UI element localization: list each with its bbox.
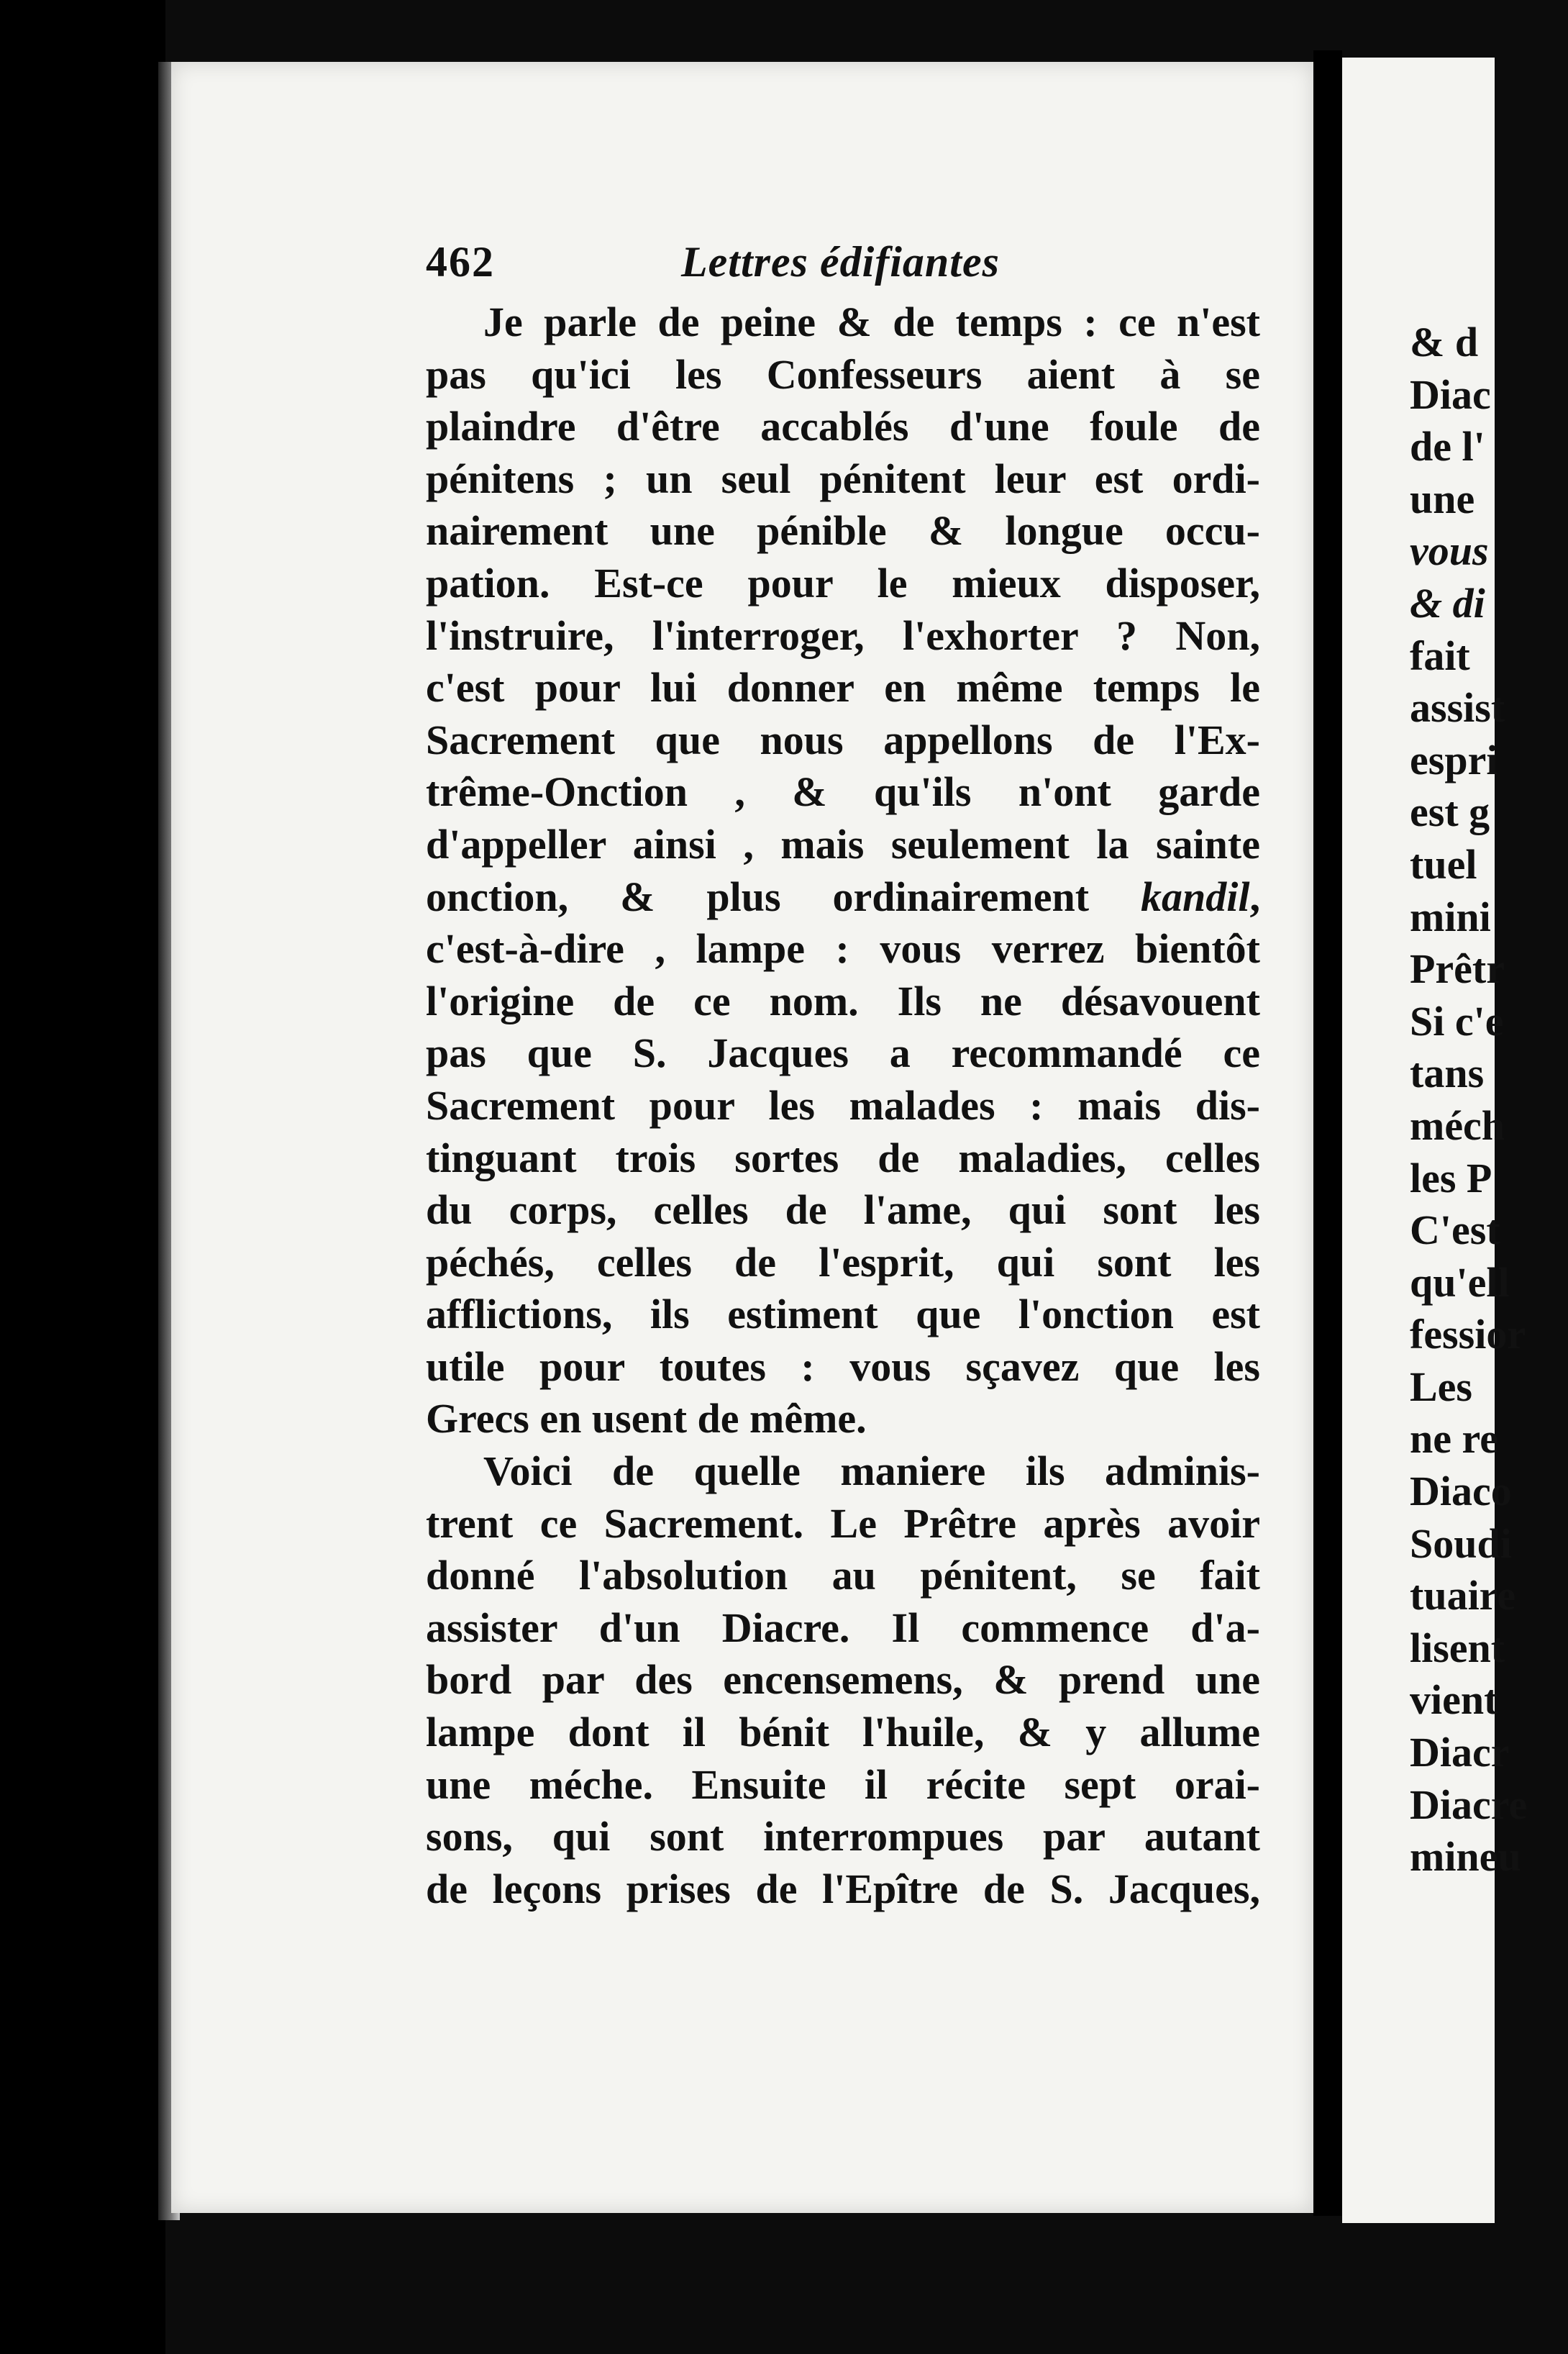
facing-page-fragment: C'est bbox=[1410, 1206, 1500, 1254]
text-line: l'origine de ce nom. Ils ne désavouent bbox=[426, 977, 1260, 1024]
facing-page-fragment: mini bbox=[1410, 893, 1491, 940]
facing-page-fragment: & d bbox=[1410, 319, 1479, 365]
facing-page-fragment: & di bbox=[1410, 579, 1485, 627]
text-line: pénitens ; un seul pénitent leur est ordi- bbox=[426, 455, 1260, 502]
text-line: une méche. Ensuite il récite sept orai- bbox=[426, 1760, 1260, 1808]
text-line: du corps, celles de l'ame, qui sont les bbox=[426, 1186, 1260, 1234]
page-header bbox=[426, 237, 1267, 295]
text-line: trême-Onction , & qu'ils n'ont garde bbox=[426, 768, 1260, 816]
text-line: Voici de quelle maniere ils adminis- bbox=[483, 1448, 1260, 1495]
text-line: pas qu'ici les Confesseurs aient à se bbox=[426, 350, 1260, 398]
text-line: d'appeller ainsi , mais seulement la sainte bbox=[426, 820, 1260, 868]
text-line: pation. Est-ce pour le mieux disposer, bbox=[426, 559, 1260, 606]
text-line: de leçons prises de l'Epître de S. Jacques, bbox=[426, 1865, 1260, 1912]
text-line: c'est-à-dire , lampe : vous verrez bientôt bbox=[426, 925, 1260, 973]
facing-page-fragment: est g bbox=[1410, 789, 1490, 836]
text-line: trent ce Sacrement. Le Prêtre après avoir bbox=[426, 1499, 1260, 1547]
text-line-kandil bbox=[426, 871, 1260, 924]
facing-page-fragment: Soudi bbox=[1410, 1519, 1512, 1567]
facing-page-fragment: Diac bbox=[1410, 371, 1491, 418]
running-title: Lettres édifiantes bbox=[681, 238, 1000, 286]
text-run: onction, & plus ordinairement bbox=[426, 873, 1141, 920]
facing-page-fragment: qu'ell bbox=[1410, 1258, 1510, 1306]
text-line: donné l'absolution au pénitent, se fait bbox=[426, 1552, 1260, 1599]
facing-page-fragment: de l' bbox=[1410, 423, 1485, 471]
facing-page-fragment: assist bbox=[1410, 684, 1505, 732]
text-line: plaindre d'être accablés d'une foule de bbox=[426, 403, 1260, 450]
text-line: sons, qui sont interrompues par autant bbox=[426, 1813, 1260, 1860]
body-text bbox=[426, 296, 1260, 1915]
facing-page-fragment: tans bbox=[1410, 1050, 1485, 1097]
facing-page-fragment: tuel bbox=[1410, 840, 1477, 888]
facing-page-fragment: vous bbox=[1410, 527, 1489, 575]
italic-word: kandil bbox=[1141, 873, 1250, 920]
text-line: pas que S. Jacques a recommandé ce bbox=[426, 1030, 1260, 1077]
text-line: Grecs en usent de même. bbox=[426, 1395, 867, 1442]
facing-page-fragment: fait bbox=[1410, 632, 1470, 679]
text-line: assister d'un Diacre. Il commence d'a- bbox=[426, 1604, 1260, 1651]
facing-page-fragment: lisent bbox=[1410, 1624, 1505, 1671]
book-gutter bbox=[1313, 50, 1342, 2216]
text-line: c'est pour lui donner en même temps le bbox=[426, 664, 1260, 712]
facing-page-fragment: Diacre bbox=[1410, 1781, 1528, 1828]
facing-page-fragment: Si c'e bbox=[1410, 997, 1504, 1045]
facing-page-fragment: espri bbox=[1410, 736, 1498, 783]
text-line: utile pour toutes : vous sçavez que les bbox=[426, 1342, 1260, 1390]
facing-page-fragment: les P bbox=[1410, 1154, 1492, 1201]
facing-page-text bbox=[1410, 317, 1568, 1883]
text-run: , bbox=[1249, 873, 1260, 920]
facing-page-fragment: une bbox=[1410, 475, 1475, 522]
text-line: Je parle de peine & de temps : ce n'est bbox=[483, 299, 1260, 345]
text-line: nairement une pénible & longue occu- bbox=[426, 507, 1260, 555]
scan-left-border bbox=[0, 0, 165, 2354]
facing-page-fragment: Prêtr bbox=[1410, 945, 1505, 993]
facing-page-fragment: méch bbox=[1410, 1101, 1505, 1149]
facing-page-fragment: vient bbox=[1410, 1676, 1498, 1724]
facing-page-fragment: fessior bbox=[1410, 1311, 1526, 1358]
text-line: afflictions, ils estiment que l'onction est bbox=[426, 1291, 1260, 1338]
text-line: bord par des encensemens, & prend une bbox=[426, 1656, 1260, 1704]
facing-page-fragment: ne re bbox=[1410, 1415, 1498, 1463]
facing-page-fragment: mineu bbox=[1410, 1833, 1521, 1881]
text-line: tinguant trois sortes de maladies, celles bbox=[426, 1134, 1260, 1181]
text-line: lampe dont il bénit l'huile, & y allume bbox=[426, 1709, 1260, 1756]
facing-page-fragment: tuaire bbox=[1410, 1572, 1516, 1619]
facing-page-fragment: Diaco bbox=[1410, 1468, 1512, 1515]
facing-page-fragment: Diacr bbox=[1410, 1729, 1510, 1776]
text-line: Sacrement que nous appellons de l'Ex- bbox=[426, 716, 1260, 763]
text-line: péchés, celles de l'esprit, qui sont les bbox=[426, 1238, 1260, 1286]
text-line: Sacrement pour les malades : mais dis- bbox=[426, 1081, 1260, 1129]
facing-page-fragment: Les bbox=[1410, 1363, 1472, 1410]
page-number: 462 bbox=[426, 238, 495, 286]
text-line: l'instruire, l'interroger, l'exhorter ? Non, bbox=[426, 612, 1260, 659]
